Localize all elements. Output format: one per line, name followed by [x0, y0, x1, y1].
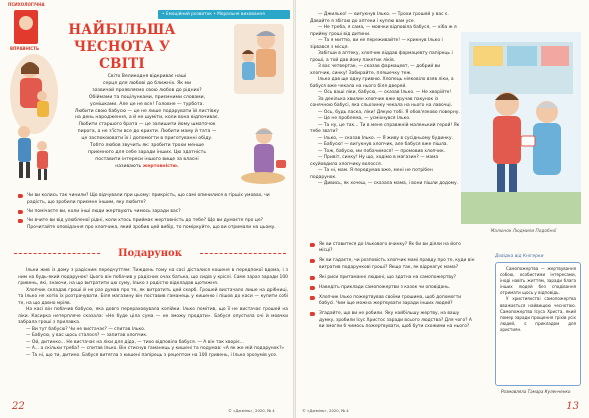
- story-line: — Тож, бабусю, ми побачимося! — промовив хлопчик.: [318, 148, 446, 154]
- badge-top-label: ПСИХОЛОГІЧНА: [8, 2, 45, 7]
- question-text: Як ви гадаєте, чи розповість хлопчик мамі правду про те, куди він витратив подарункові гроші? Якщо так, як відреагує мама?: [319, 258, 475, 270]
- intro-line: поставити інтереси іншого вище за власні: [95, 156, 199, 162]
- question-text: Хлопчик Ілько пожертвував своїми грошима, щоб допомогти бабусі. Чим іще можна жертвувати заради інших людей?: [319, 294, 462, 307]
- intro-line-final: [62, 164, 232, 171]
- child-face-icon: [19, 16, 33, 30]
- story-text: [18, 268, 288, 359]
- family-walk-illustration: [8, 120, 58, 190]
- definition-paragraph: Самопожертва — жертвування собою, особистими інтересами, іноді навіть життям, заради блага інших людей без сподівання отримати щось у відповідь.: [500, 266, 576, 296]
- question-item: [18, 209, 288, 216]
- story-paragraph: Ільки жив із дому з радісним передчуттям: Тиждень тому на сасі дісталися кошеня в передпокої вдома, і з ним на будь-який подарунок! Цього він побачив у радісних очах батька, що сидів у кріслі. Саме зараз заради 100 гривень, які, знаючи, на що витратити цю суму, Ілько з радістю відкладав щотижня.: [18, 268, 288, 286]
- question-item: [310, 311, 475, 330]
- story-line: Забігши в аптеку, хлопчик віддав фармацевту папірець і гроші, а той дав йому пакетик ліків.: [310, 51, 453, 63]
- question-item: [310, 285, 475, 291]
- page-footer: © «Джміль», 2020, № 4: [228, 408, 275, 413]
- story-line: — Не треба, я сама, — мовчки відповіла бабуся, — хіба ж я прийму гроші від дитини.: [310, 25, 457, 37]
- question-item: [310, 258, 475, 271]
- grandmother-child-illustration: [228, 20, 290, 98]
- story-line: — Та ні, мам. Я передумав вже, мені не потрібен подарунок.: [310, 168, 433, 180]
- illustration-caption: Малюнок Людмили Подобної: [490, 229, 557, 234]
- intro-line: Любити старшого брата — це залишити йому шматочок: [78, 122, 216, 128]
- story-line: Ілько дав ще одну гривню. Хлопець ніяковіло взяв ліки, а бабуся вже чекала на нього біля дверей.: [310, 77, 454, 89]
- dashed-divider: [200, 253, 286, 255]
- question-text: Чи помічаєте ви, коли інші люди жертвують чимось заради вас?: [27, 209, 181, 214]
- story-paragraph: — Ви тут бабусю? Чи не вистачає? — спитав Ілько.: [26, 326, 146, 332]
- bullet-icon: [310, 286, 315, 290]
- intro-line: приємного для себе заради інших. Цю здатність: [87, 149, 207, 155]
- intro-line: зазвичай проявляємо свою любов до рідних?: [92, 87, 202, 93]
- page-number: 13: [566, 401, 579, 412]
- story-line: — Це не проблема, — усміхнувся Ілько.: [318, 116, 411, 121]
- badge-bottom-label: ВПРАВНІСТЬ: [10, 46, 40, 51]
- intro-line: Тобто любов звучить як: зробити трохи менше: [90, 143, 204, 149]
- story-line: — Джилько! — вигукнув Ілько. — Трохи грошей у вас є. Давайте я збігаю до аптеки і куплю вам усе.: [310, 12, 449, 24]
- story-paragraph: — Ой, дитинко... Не вистачає на ліки для діда, — тихо відповіла бабуся. — А він так хворіє...: [26, 339, 244, 345]
- intro-line: це заспокоювати їх і допомогти в приготуванні обіду.: [81, 136, 213, 142]
- intro-line: на день народження, а й не шуміти, коли вона відпочиває.: [74, 115, 220, 121]
- page-footer: © «Джміль», 2020, № 4: [302, 408, 349, 413]
- question-item: [18, 193, 288, 206]
- grandmother-cooking-illustration: [236, 120, 290, 190]
- section-title: Подарунок: [118, 248, 182, 259]
- bullet-icon: [310, 276, 315, 280]
- intro-line: серця для любові до ближніх. Як ми: [103, 80, 191, 86]
- intro-text: [62, 74, 232, 171]
- section-header: [14, 247, 286, 260]
- right-page: [296, 0, 589, 418]
- question-item: [18, 218, 288, 231]
- story-line: З вас четвертак, — сказав фармацевт, — добрий ви хлопчик, синку! Забирайте, пляшечку теж.: [310, 64, 441, 76]
- intro-emphasis: жертовністю.: [142, 163, 179, 169]
- aside-label: Довідка від Кнігерки: [495, 254, 544, 259]
- question-text: Чи вчите ви від улюбленої рідні, коли хтось приймає жертовність до тебе? Що ви думаєте про це? Прочитайте оповідання про хлопчика, який зробив цей вибір, то поміркуйте, що ви отримали на цьому.: [27, 218, 276, 230]
- story-continuation: [310, 12, 460, 188]
- story-line: — Та я миттю, ви не переживайте! — крикнув Ілько і зірвався з місця.: [310, 38, 443, 50]
- story-line: — Дивись, як хочеш, — сказала мама, і вони пішли додому.: [318, 181, 459, 186]
- intro-line: Світо Великодня відкриває наші: [107, 74, 187, 79]
- question-text: Згадайте, що ви не робили. Яку найбільшу жертву, на вашу думку, зробили Ісус Христос заради всього людства? Для чого? А ви змогли б чимось пожертвувати, щоб бути схожими на нього?: [319, 311, 472, 330]
- intro-line: пирога, а не з'їсти все до крихти. Любити маму й тата —: [77, 129, 217, 135]
- question-text: Наведіть приклади самопожертви з казок чи оповідань.: [319, 284, 451, 290]
- bullet-icon: [310, 259, 315, 263]
- story-paragraph: На касі він побачив бабусю, яка довго перераховувала копійки. Ілько помітив, що її не вистачає грошей на ліки. Касирка нетерпляче сказала: «Не буде ціла сума — не зможу продати». Бабуся опустила очі й мовчки забрала гроші з прилавка.: [18, 307, 288, 325]
- story-paragraph: — А... а скільки треба? — спитав Ілько. Він стиснув гаманець у кишені та подумав: «А як же мій подарунок?»: [26, 346, 285, 351]
- bullet-icon: [310, 296, 315, 300]
- rubric-bar: • Емоційний розвиток • Моральне виховання: [158, 10, 290, 19]
- story-paragraph: — Та ні, що ти, дитино. Бабуся витягла з кишені папірець з рецептом на 100 гривень, і Ілько зрозумів усе.: [26, 352, 278, 358]
- pharmacy-illustration: [461, 32, 581, 224]
- article-title: НАЙБІЛЬША ЧЕСНОТА У СВІТІ: [68, 22, 176, 72]
- story-paragraph: Хлопчик складав гроші й не раз думав про те, як витратить цей скарб. Грошей вистачало лише на дрібниці, та Ілько не хотів їх розтрачувати. Біля магазину він поставив гаманець у кишеню і пішов до каси — купити собі те, на що давно мріяв.: [18, 287, 288, 306]
- question-item: [310, 242, 475, 255]
- intro-line: називають: [115, 163, 142, 169]
- story-line: — Бабусю! — вигукнув хлопчик, але бабуся вже пішла.: [318, 142, 448, 147]
- bullet-icon: [310, 243, 315, 247]
- bullet-icon: [18, 210, 23, 214]
- left-page: [0, 0, 293, 418]
- question-text: Як ви ставитеся до Ількового вчинку? Як би ви діяли на його місці?: [319, 242, 461, 254]
- definition-box: [495, 262, 581, 386]
- left-questions: [18, 193, 288, 234]
- question-text: Чи ви колись так чинили? Що відчували при цьому: прикрість, що самі опинилися в гіршіх умовах, чи радість, що зробили приємне іншим, яку любите?: [27, 193, 270, 205]
- page-number: 22: [12, 401, 25, 412]
- definition-paragraph: У християнстві самопожертва вважається найвищою чеснотою. Самопожертва Ісуса Христа, який помер заради прощення гріхів усіх людей, є прикладом для християн.: [500, 296, 576, 332]
- intro-line: Обіймами та поцілунками, приємними словами,: [88, 94, 206, 100]
- question-item: [310, 295, 475, 308]
- psychology-badge: [8, 2, 45, 51]
- story-paragraph: — Бабусю, у вас щось сталося? — запитав хлопчик.: [26, 333, 148, 338]
- intro-line: Любити свою бабусю — це не лише подарувати їй листівку: [74, 108, 220, 114]
- story-line: — Ось ваші ліки, бабусю, — сказав Ілько. — Не хворійте!: [318, 90, 452, 95]
- bullet-icon: [18, 194, 23, 198]
- story-line: — Ілько, — сказав Ілько. — Я живу в сусідньому будинку.: [318, 135, 453, 141]
- intro-line: усмішками. Але це не все! Головне — турбота.: [90, 101, 204, 107]
- bullet-icon: [310, 312, 315, 316]
- story-line: — Привіт, синку! Ну що, ходімо в магазин? — мама скуйовдила хлопчику волосся.: [310, 155, 439, 167]
- right-questions: [310, 242, 475, 334]
- bullet-icon: [18, 219, 23, 223]
- story-line: — Та ну, це так... Ти в мене справжній маленький герой! Як тебе звати?: [310, 122, 460, 134]
- story-line: За декілька хвилин хлопчик вже вручав пакунок із сонячною бабусі, яка сльозинку чекала на нього на лавочці.: [310, 96, 453, 108]
- question-item: [310, 275, 475, 281]
- question-text: Які риси притаманні людині, що здатна на самопожертву?: [319, 274, 456, 280]
- aside-author: Розмовляла Тамара Куленченко: [501, 389, 571, 394]
- story-line: — Ось, будь ласка, ліки! Дякую тобі. Я обов'язково поверну.: [318, 109, 460, 115]
